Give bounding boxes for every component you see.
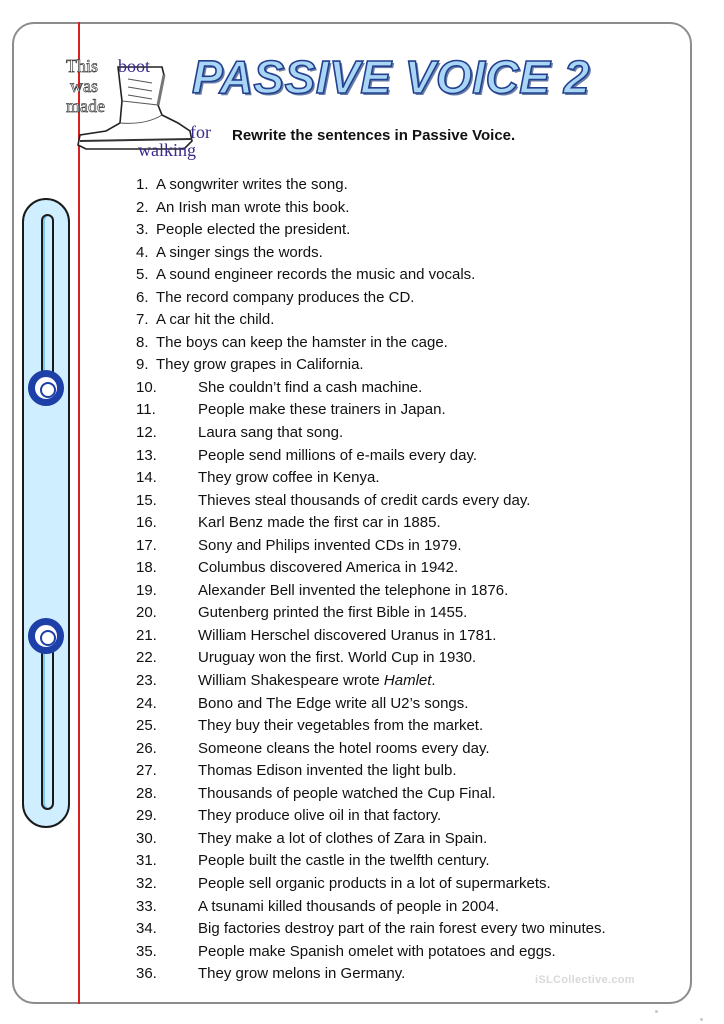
sentence-text [198,537,462,555]
sentence-main-text: They make a lot of clothes of Zara in Spain. [198,829,488,847]
decorative-dot [655,1010,658,1013]
sentence-main-text: Bono and The Edge write all U2’s songs. [198,694,469,712]
sentence-text [156,289,414,307]
sentence-text [156,199,349,217]
sentence-text [198,717,483,735]
sentence-number: 32. [136,874,157,892]
sentence-text [198,604,467,622]
sentence-number: 1. [136,176,149,193]
sentence-number: 18. [136,559,157,577]
sentence-number: 12. [136,424,157,442]
sentence-text [156,244,323,262]
sentence-main-text: Sony and Philips invented CDs in 1979. [198,536,462,554]
binder-slot-bottom [41,634,54,810]
logo-word: boot [118,56,151,76]
sentence-text [198,762,457,780]
sentence-number: 2. [136,198,149,216]
sentence-number: 8. [136,333,149,351]
watermark: iSLCollective.com [535,974,635,986]
sentence-text [198,898,499,916]
sentence-text [198,379,422,397]
sentence-main-text: Someone cleans the hotel rooms every day. [198,739,490,757]
sentence-main-text: Gutenberg printed the first Bible in 1455. [198,604,468,622]
worksheet-title: PASSIVE VOICE 2 [192,51,590,103]
sentence-number: 4. [136,243,149,261]
logo-word: This [66,56,99,76]
sentence-main-text: People built the castle in the twelfth century. [198,852,490,870]
sentence-text [198,852,490,870]
sentence-text [198,492,530,510]
sentence-number: 11. [136,401,156,419]
sentence-number: 29. [136,807,157,825]
sentence-number: 6. [136,288,149,306]
instruction-text: Rewrite the sentences in Passive Voice. [232,127,516,144]
sentence-text [198,875,551,893]
sentence-text [156,356,364,374]
sentence-text [198,559,458,577]
sentence-number: 35. [136,942,157,960]
sentence-main-text: A songwriter writes the song. [156,176,348,193]
sentence-text [198,582,508,600]
sentence-number: 36. [136,965,157,983]
sentence-main-text: People sell organic products in a lot of supermarkets. [198,874,551,892]
logo-word: for [190,122,211,142]
sentence-number: 24. [136,694,157,712]
sentence-main-text: An Irish man wrote this book. [156,198,350,216]
sentence-main-text: They buy their vegetables from the market. [198,717,484,735]
sentence-text [198,807,441,825]
sentence-text [198,965,405,983]
sentence-number: 9. [136,356,149,374]
sentence-number: 22. [136,649,157,667]
sentence-number: 31. [136,852,157,870]
binder-ring-icon [28,370,64,406]
sentence-number: 14. [136,469,157,487]
sentence-main-text: People make Spanish omelet with potatoes and eggs. [198,942,556,960]
sentence-number: 33. [136,897,157,915]
sentence-main-text: William Shakespeare wrote [198,672,384,690]
sentence-main-text: They produce olive oil in that factory. [198,807,442,825]
sentence-main-text: They grow melons in Germany. [198,965,406,983]
sentence-text [198,627,496,645]
sentence-number: 28. [136,784,157,802]
sentence-italic-title: Hamlet [383,672,432,690]
sentence-main-text: She couldn’t find a cash machine. [198,378,423,396]
sentence-trailing-text: . [431,672,436,690]
logo-word: walking [138,140,196,160]
sentence-text [198,672,436,690]
sentence-number: 17. [136,536,157,554]
sentence-main-text: They grow grapes in California. [156,356,364,374]
sentence-main-text: Karl Benz made the first car in 1885. [198,514,441,532]
binder-ring-icon [28,618,64,654]
sentence-text [198,920,606,938]
sentence-text [198,830,487,848]
sentence-text [198,695,468,713]
sentence-text [198,649,476,667]
sentence-number: 26. [136,739,157,757]
sentence-main-text: Uruguay won the first. World Cup in 1930. [198,649,477,667]
sentence-main-text: They grow coffee in Kenya. [198,469,380,487]
sentence-text [156,266,475,284]
sentence-text [156,221,350,239]
sentence-main-text: A car hit the child. [156,311,275,329]
binder-strip [22,198,70,828]
logo-word: made [66,96,105,116]
decorative-dot [700,1018,703,1021]
sentence-text [198,740,490,758]
sentence-main-text: The boys can keep the hamster in the cage. [156,333,448,351]
binder-slot-top [41,214,54,394]
sentence-main-text: People make these trainers in Japan. [198,401,446,419]
sentence-text [198,401,446,419]
sentence-text [198,514,441,532]
sentence-main-text: Columbus discovered America in 1942. [198,559,459,577]
sentence-number: 34. [136,920,157,938]
sentence-main-text: Thieves steal thousands of credit cards every day. [198,491,531,509]
sentence-number: 21. [136,626,157,644]
sentence-main-text: A singer sings the words. [156,243,323,261]
sentence-main-text: Thousands of people watched the Cup Final. [198,784,496,802]
sentence-main-text: A sound engineer records the music and vocals. [156,266,476,284]
sentence-number: 13. [136,446,157,464]
sentence-main-text: William Herschel discovered Uranus in 1781. [198,626,497,644]
sentence-text [198,943,556,961]
sentence-number: 16. [136,514,157,532]
sentence-main-text: Laura sang that song. [198,424,344,442]
sentence-number: 19. [136,581,157,599]
logo-word: was [70,76,98,96]
sentence-text [198,469,380,487]
sentence-text [156,334,448,352]
sentence-number: 27. [136,762,157,780]
sentence-number: 10. [136,378,157,396]
sentence-text [156,311,274,329]
sentence-main-text: People send millions of e-mails every day. [198,446,478,464]
sentence-main-text: Thomas Edison invented the light bulb. [198,762,457,780]
sentence-main-text: People elected the president. [156,221,351,239]
sentence-main-text: Alexander Bell invented the telephone in 1876. [198,581,509,599]
sentence-text [198,447,477,465]
sentence-text [198,785,496,803]
sentence-number: 3. [136,221,149,239]
sentence-text [198,424,343,442]
sentence-main-text: A tsunami killed thousands of people in 2004. [198,897,500,915]
sentence-number: 30. [136,829,157,847]
sentence-number: 15. [136,491,157,509]
sentence-number: 23. [136,672,157,690]
sentence-number: 7. [136,311,149,329]
sentence-main-text: The record company produces the CD. [156,288,415,306]
sentence-number: 5. [136,266,149,284]
sentence-number: 25. [136,717,157,735]
sentence-text [156,176,348,194]
sentence-number: 20. [136,604,157,622]
red-margin-line [78,22,80,1004]
sentence-main-text: Big factories destroy part of the rain forest every two minutes. [198,920,606,938]
